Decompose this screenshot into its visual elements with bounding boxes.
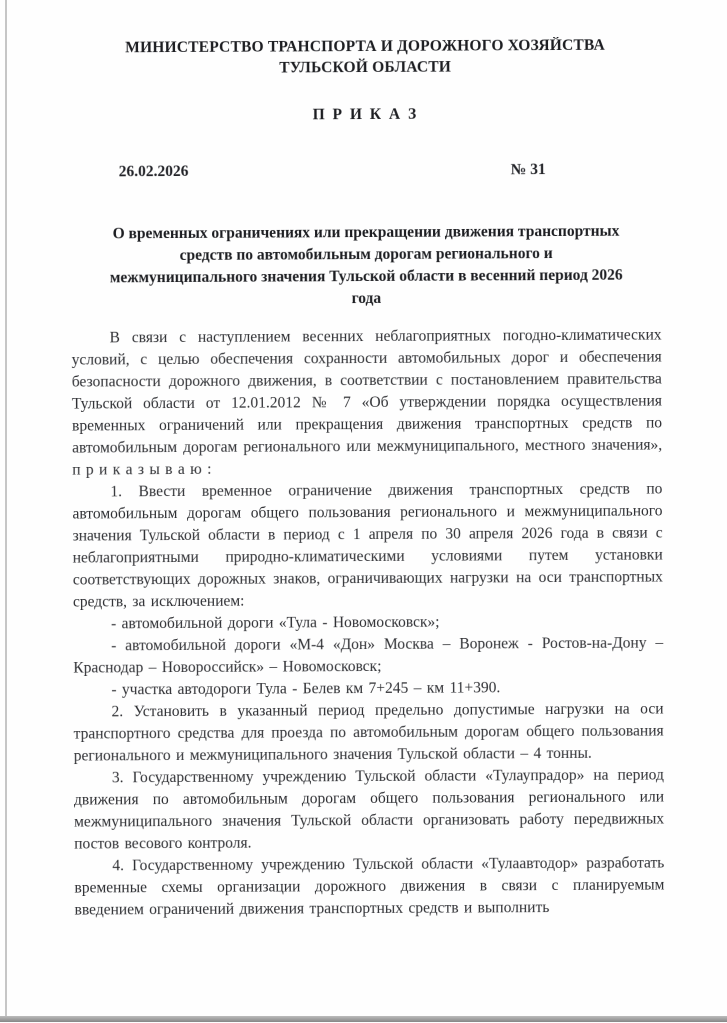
order-item-2: 2. Установить в указанный период предельно допустимые нагрузки на оси транспортного средства для проезда по автомобильным дорогам общего пользования регионального и межмуниципального значения Тульской области – 4 тонны. xyxy=(73,700,664,765)
exception-item-3: - участка автодороги Тула - Белев км 7+245 – км 11+390. xyxy=(111,679,501,699)
order-item-4: 4. Государственному учреждению Тульской области «Тулаавтодор» разработать временные схемы организации дорожного движения в связи с планируемым введением ограничений движения транспортных средств и выполнить xyxy=(74,854,665,919)
exception-item-2: - автомобильной дороги «М-4 «Дон» Москва – Воронеж - Ростов-на-Дону – Краснодар – Новороссийск» – Новомосковск; xyxy=(73,634,664,677)
document-number: № 31 xyxy=(510,161,546,179)
ministry-name-line2: ТУЛЬСКОЙ ОБЛАСТИ xyxy=(279,58,452,77)
document-content xyxy=(70,34,665,921)
exception-item-1: - автомобильной дороги «Тула - Новомосковск»; xyxy=(111,613,440,633)
order-item-3: 3. Государственному учреждению Тульской области «Тулаупрадор» на период движения по автомобильным дорогам общего пользования регионального или межмуниципального значения Тульской области организовать работу передвижных постов весового контроля. xyxy=(73,766,665,853)
intro-paragraph: В связи с наступлением весенних неблагоприятных погодно-климатических условий, с целью обеспечения сохранности автомобильных дорог и обеспечения безопасности дорожного движения, в соответствии с постановлением правительства Тульской области от 12.01.2012 № 7 «Об утверждении порядка осуществления временных ограничений или прекращения движения транспортных средств по автомобильным дорогам регионального или межмуниципального, местного значения», п р и к а з ы в а ю : xyxy=(71,326,663,479)
ministry-name xyxy=(70,34,660,79)
page-left-edge xyxy=(5,0,7,1017)
date-number-row xyxy=(71,158,661,183)
order-item-1: 1. Ввести временное ограничение движения транспортных средств по автомобильным дорогам общего пользования регионального и межмуниципального значения Тульской области в период с 1 апреля по 30 апреля 2026 года в связи с неблагоприятными природно-климатическими условиями путем установки соответствующих дорожных знаков, ограничивающих нагрузки на оси транспортных средств, за исключением: xyxy=(72,480,663,611)
ministry-name-line1: МИНИСТЕРСТВО ТРАНСПОРТА И ДОРОЖНОГО ХОЗЯЙСТВА xyxy=(125,36,605,57)
document-date: 26.02.2026 xyxy=(118,162,189,181)
document-body xyxy=(72,324,665,921)
document-title: О временных ограничениях или прекращении движения транспортных средств по автомобильным дорогам регионального и межмуниципального значения Тульской области в весенний период 2026 года xyxy=(109,222,623,308)
page-bottom-edge xyxy=(0,1016,727,1022)
document-type-heading: П Р И К А З xyxy=(312,105,419,124)
